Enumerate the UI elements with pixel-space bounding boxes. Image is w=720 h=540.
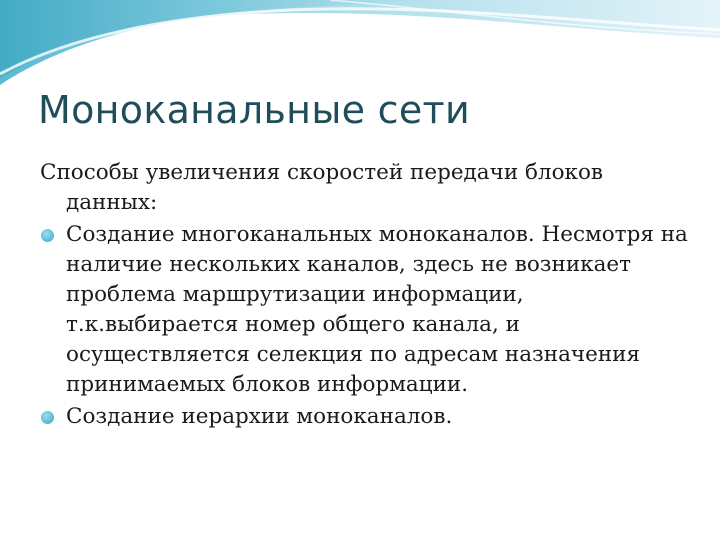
slide-body	[40, 158, 700, 434]
bullet-list	[40, 220, 700, 432]
list-item	[40, 220, 700, 400]
list-item-text: Создание иерархии моноканалов.	[66, 404, 453, 429]
bullet-dot-icon	[41, 229, 54, 242]
bullet-dot-icon	[41, 411, 54, 424]
list-item-text: Создание многоканальных моноканалов. Несмотря на наличие нескольких каналов, здесь не возникает проблема маршрутизации информации, т.к.выбирается номер общего канала, и осуществляется селекция по адресам назначения принимаемых блоков информации.	[66, 222, 688, 397]
list-item	[40, 402, 700, 432]
intro-text: Способы увеличения скоростей передачи блоков данных:	[40, 160, 604, 215]
slide-title: Моноканальные сети	[38, 88, 470, 132]
